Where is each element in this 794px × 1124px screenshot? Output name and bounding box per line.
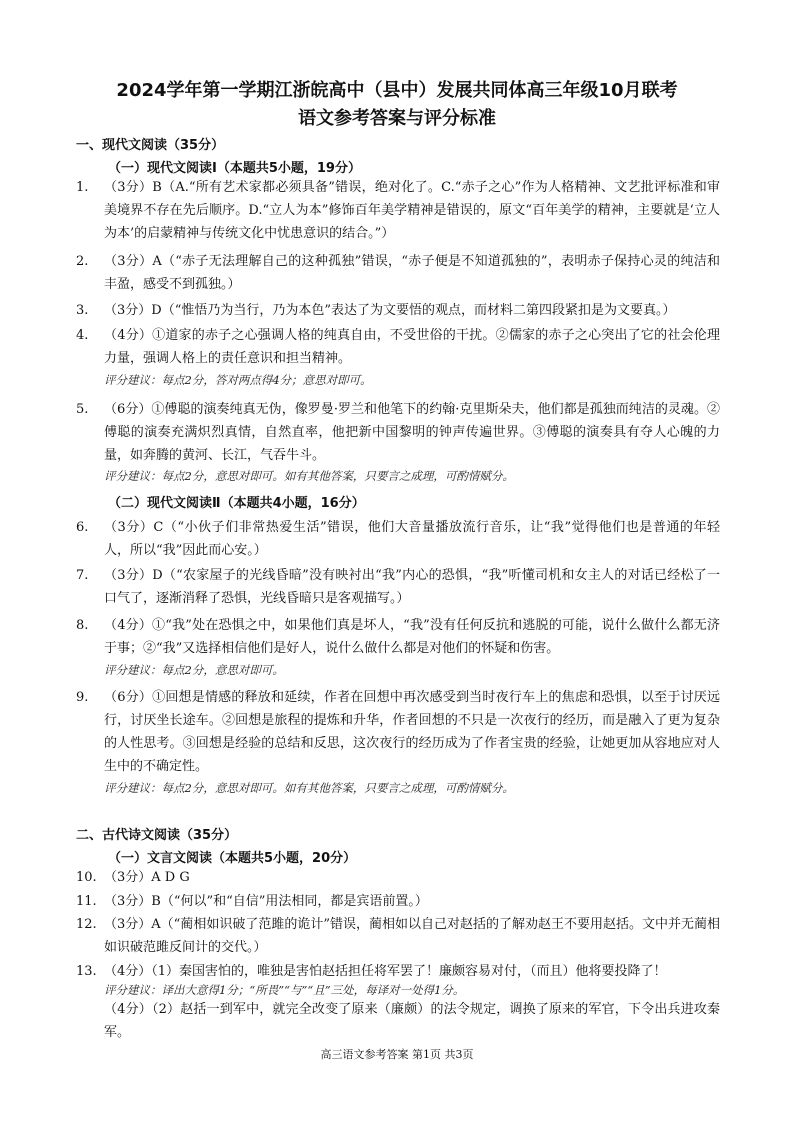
question-number: 3. bbox=[76, 303, 89, 318]
question-9 bbox=[76, 686, 720, 778]
question-12 bbox=[76, 913, 720, 959]
exam-subtitle: 语文参考答案与评分标准 bbox=[298, 108, 496, 129]
question-number: 5. bbox=[76, 402, 89, 417]
question-7 bbox=[76, 564, 720, 610]
question-number: 1. bbox=[76, 180, 89, 195]
question-6 bbox=[76, 516, 720, 562]
exam-title: 2024学年第一学期江浙皖高中（县中）发展共同体高三年级10月联考 bbox=[116, 80, 678, 101]
question-answer: （4分）（1）秦国害怕的，唯独是害怕赵括担任将军罢了！廉颇容易对付，（而且）他将要投降了！ bbox=[104, 964, 667, 979]
section-2-title: 二、古代诗文阅读（35分） bbox=[76, 828, 238, 843]
question-number: 7. bbox=[76, 568, 89, 583]
question-number: 13. bbox=[76, 964, 97, 979]
question-4 bbox=[76, 324, 720, 370]
page-footer: 高三语文参考答案 第1页 共3页 bbox=[320, 1048, 474, 1061]
scoring-note-4: 评分建议：每点2分，答对两点得4分；意思对即可。 bbox=[104, 373, 372, 387]
question-3 bbox=[76, 299, 720, 322]
question-13 bbox=[76, 960, 720, 983]
question-answer: （4分）①道家的赤子之心强调人格的纯真自由，不受世俗的干扰。②儒家的赤子之心突出了它的社会伦理力量，强调人格上的责任意识和担当精神。 bbox=[104, 328, 720, 366]
question-number: 11. bbox=[76, 894, 97, 909]
question-2 bbox=[76, 250, 720, 296]
scoring-note-9: 评分建议：每点2分，意思对即可。如有其他答案，只要言之成理，可酌情赋分。 bbox=[104, 781, 514, 795]
question-5 bbox=[76, 398, 720, 467]
question-10 bbox=[76, 866, 720, 889]
question-number: 2. bbox=[76, 254, 89, 269]
question-number: 12. bbox=[76, 917, 97, 932]
question-11 bbox=[76, 890, 720, 913]
question-answer: （3分）A D G bbox=[104, 870, 190, 885]
section-2-part-1-title: （一）文言文阅读（本题共5小题，20分） bbox=[108, 851, 357, 866]
section-1-part-2-title: （二）现代文阅读Ⅱ（本题共4小题，16分） bbox=[108, 496, 365, 511]
question-answer: （4分）（2）赵括一到军中，就完全改变了原来（廉颇）的法令规定，调换了原来的军官，下令出兵进攻秦军。 bbox=[104, 1002, 720, 1040]
scoring-note-8: 评分建议：每点2分，意思对即可。 bbox=[104, 663, 284, 677]
question-answer: （3分）B（A.“所有艺术家都必须具备”错误，绝对化了。C.“赤子之心”作为人格精神、文艺批评标准和审美境界不存在先后顺序。D.“立人为本”修饰百年美学精神是错误的，原文“百年美学的精神，主要就是‘立人为本’的启蒙精神与传统文化中忧患意识的结合。”） bbox=[104, 180, 720, 241]
question-number: 4. bbox=[76, 328, 89, 343]
question-answer: （3分）C（“小伙子们非常热爱生活”错误，他们大音量播放流行音乐，让“我”觉得他们也是普通的年轻人，所以“我”因此而心安。） bbox=[104, 520, 720, 558]
question-answer: （4分）①“我”处在恐惧之中，如果他们真是坏人，“我”没有任何反抗和逃脱的可能，说什么做什么都无济于事；②“我”又选择相信他们是好人，说什么做什么都是对他们的怀疑和伤害。 bbox=[104, 618, 720, 656]
question-number: 10. bbox=[76, 870, 97, 885]
question-answer: （3分）D（“农家屋子的光线昏暗”没有映衬出“我”内心的恐惧，“我”听懂司机和女主人的对话已经松了一口气了，逐渐消释了恐惧，光线昏暗只是客观描写。） bbox=[104, 568, 720, 606]
question-number: 9. bbox=[76, 690, 89, 705]
question-answer: （3分）B（“何以”和“自信”用法相同，都是宾语前置。） bbox=[104, 894, 428, 909]
scoring-note-5: 评分建议：每点2分，意思对即可。如有其他答案，只要言之成理，可酌情赋分。 bbox=[104, 469, 514, 483]
question-answer: （6分）①回想是情感的释放和延续，作者在回想中再次感受到当时夜行车上的焦虑和恐惧，以至于讨厌远行，讨厌坐长途车。②回想是旅程的提炼和升华，作者回想的不只是一次夜行的经历，而是融入了更为复杂的人性思考。③回想是经验的总结和反思，这次夜行的经历成为了作者宝贵的经验，让她更加从容地应对人生中的不确定性。 bbox=[104, 690, 720, 774]
question-answer: （3分）A（“赤子无法理解自己的这种孤独”错误，“赤子便是不知道孤独的”，表明赤子保持心灵的纯洁和丰盈，感受不到孤独。） bbox=[104, 254, 720, 292]
section-1-part-1-title: （一）现代文阅读Ⅰ（本题共5小题，19分） bbox=[108, 161, 361, 176]
question-8 bbox=[76, 614, 720, 660]
question-1 bbox=[76, 176, 720, 245]
scoring-note-13: 评分建议：译出大意得1分；“所畏”“与”“且”三处，每译对一处得1分。 bbox=[104, 983, 465, 997]
question-number: 8. bbox=[76, 618, 89, 633]
question-answer: （3分）D（“惟悟乃为当行，乃为本色”表达了为文要悟的观点，而材料二第四段紧扣是为文要真。） bbox=[104, 303, 676, 318]
section-1-title: 一、现代文阅读（35分） bbox=[76, 138, 225, 153]
question-number: 6. bbox=[76, 520, 89, 535]
question-13-part-2 bbox=[76, 998, 720, 1044]
question-answer: （3分）A（“蔺相如识破了范雎的诡计”错误，蔺相如以自己对赵括的了解劝赵王不要用赵括。文中并无蔺相如识破范雎反间计的交代。） bbox=[104, 917, 720, 955]
question-answer: （6分）①傅聪的演奏纯真无伪，像罗曼·罗兰和他笔下的约翰·克里斯朵夫，他们都是孤独而纯洁的灵魂。②傅聪的演奏充满炽烈真情，自然直率，他把新中国黎明的钟声传遍世界。③傅聪的演奏具有夺人心魄的力量，如奔腾的黄河、长江，气吞牛斗。 bbox=[104, 402, 720, 463]
